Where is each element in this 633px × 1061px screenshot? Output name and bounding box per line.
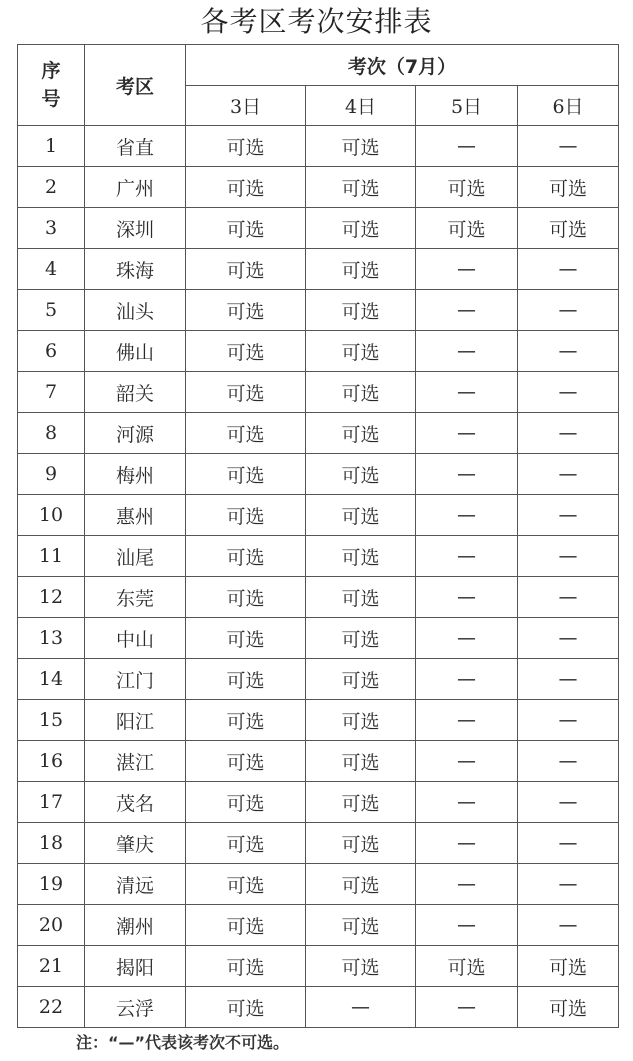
cell-day-6: — xyxy=(518,249,619,290)
table-row xyxy=(18,905,619,946)
cell-seq: 17 xyxy=(18,782,85,823)
cell-day-6: — xyxy=(518,454,619,495)
cell-day-4: 可选 xyxy=(306,823,416,864)
cell-day-6: — xyxy=(518,495,619,536)
cell-area: 惠州 xyxy=(85,495,186,536)
table-row xyxy=(18,167,619,208)
cell-day-6: — xyxy=(518,782,619,823)
cell-day-4: 可选 xyxy=(306,700,416,741)
cell-area: 东莞 xyxy=(85,577,186,618)
cell-day-4: 可选 xyxy=(306,413,416,454)
table-body xyxy=(18,126,619,1028)
cell-area: 揭阳 xyxy=(85,946,186,987)
cell-seq: 8 xyxy=(18,413,85,454)
cell-day-5: — xyxy=(416,372,518,413)
cell-day-6: — xyxy=(518,618,619,659)
cell-day-5: — xyxy=(416,864,518,905)
header-row-top xyxy=(18,45,619,86)
cell-area: 肇庆 xyxy=(85,823,186,864)
cell-day-4: 可选 xyxy=(306,167,416,208)
cell-day-4: 可选 xyxy=(306,454,416,495)
cell-area: 珠海 xyxy=(85,249,186,290)
table-row xyxy=(18,659,619,700)
cell-day-3: 可选 xyxy=(186,659,306,700)
cell-day-5: — xyxy=(416,249,518,290)
cell-seq: 7 xyxy=(18,372,85,413)
cell-day-3: 可选 xyxy=(186,454,306,495)
cell-seq: 6 xyxy=(18,331,85,372)
cell-day-5: — xyxy=(416,413,518,454)
table-row xyxy=(18,700,619,741)
cell-day-5: — xyxy=(416,454,518,495)
cell-day-3: 可选 xyxy=(186,208,306,249)
cell-day-3: 可选 xyxy=(186,331,306,372)
cell-day-4: 可选 xyxy=(306,864,416,905)
table-row xyxy=(18,577,619,618)
cell-day-4: 可选 xyxy=(306,905,416,946)
cell-day-5: — xyxy=(416,577,518,618)
cell-day-5: — xyxy=(416,700,518,741)
cell-area: 深圳 xyxy=(85,208,186,249)
cell-day-5: — xyxy=(416,536,518,577)
table-row xyxy=(18,495,619,536)
cell-area: 韶关 xyxy=(85,372,186,413)
cell-day-5: — xyxy=(416,290,518,331)
cell-day-3: 可选 xyxy=(186,495,306,536)
cell-day-6: — xyxy=(518,823,619,864)
table-row xyxy=(18,864,619,905)
table-row xyxy=(18,741,619,782)
table-row xyxy=(18,987,619,1028)
cell-seq: 22 xyxy=(18,987,85,1028)
cell-seq: 13 xyxy=(18,618,85,659)
cell-day-6: — xyxy=(518,372,619,413)
column-header-area: 考区 xyxy=(85,45,186,126)
cell-seq: 18 xyxy=(18,823,85,864)
cell-day-3: 可选 xyxy=(186,782,306,823)
cell-day-6: — xyxy=(518,864,619,905)
cell-day-4: 可选 xyxy=(306,782,416,823)
cell-day-4: 可选 xyxy=(306,126,416,167)
cell-day-3: 可选 xyxy=(186,577,306,618)
table-row xyxy=(18,536,619,577)
cell-day-5: — xyxy=(416,823,518,864)
cell-day-3: 可选 xyxy=(186,413,306,454)
page-title: 各考区考次安排表 xyxy=(200,5,433,38)
cell-area: 河源 xyxy=(85,413,186,454)
cell-day-5: — xyxy=(416,659,518,700)
cell-day-5: 可选 xyxy=(416,208,518,249)
table-row xyxy=(18,331,619,372)
table-row xyxy=(18,413,619,454)
cell-day-4: 可选 xyxy=(306,372,416,413)
cell-day-4: 可选 xyxy=(306,249,416,290)
cell-day-5: 可选 xyxy=(416,946,518,987)
column-header-day-4: 4日 xyxy=(306,86,416,126)
schedule-table xyxy=(17,44,619,1028)
cell-day-6: 可选 xyxy=(518,208,619,249)
cell-area: 茂名 xyxy=(85,782,186,823)
cell-area: 汕头 xyxy=(85,290,186,331)
cell-area: 梅州 xyxy=(85,454,186,495)
cell-day-5: — xyxy=(416,741,518,782)
cell-day-6: 可选 xyxy=(518,167,619,208)
cell-area: 佛山 xyxy=(85,331,186,372)
cell-day-5: — xyxy=(416,126,518,167)
cell-day-4: 可选 xyxy=(306,946,416,987)
cell-day-6: — xyxy=(518,126,619,167)
cell-day-4: 可选 xyxy=(306,208,416,249)
cell-seq: 4 xyxy=(18,249,85,290)
cell-day-6: — xyxy=(518,536,619,577)
cell-day-3: 可选 xyxy=(186,905,306,946)
cell-area: 省直 xyxy=(85,126,186,167)
cell-area: 江门 xyxy=(85,659,186,700)
cell-day-3: 可选 xyxy=(186,618,306,659)
cell-day-5: — xyxy=(416,618,518,659)
cell-day-3: 可选 xyxy=(186,126,306,167)
column-header-seq xyxy=(18,45,85,126)
cell-day-6: — xyxy=(518,331,619,372)
table-row xyxy=(18,454,619,495)
cell-area: 云浮 xyxy=(85,987,186,1028)
cell-seq: 9 xyxy=(18,454,85,495)
cell-day-3: 可选 xyxy=(186,290,306,331)
cell-area: 广州 xyxy=(85,167,186,208)
cell-day-3: 可选 xyxy=(186,249,306,290)
cell-seq: 1 xyxy=(18,126,85,167)
cell-seq: 5 xyxy=(18,290,85,331)
cell-day-6: 可选 xyxy=(518,987,619,1028)
cell-day-4: — xyxy=(306,987,416,1028)
cell-day-4: 可选 xyxy=(306,618,416,659)
cell-area: 清远 xyxy=(85,864,186,905)
seq-header-line2: 号 xyxy=(41,88,61,110)
column-header-day-5: 5日 xyxy=(416,86,518,126)
cell-seq: 10 xyxy=(18,495,85,536)
cell-seq: 2 xyxy=(18,167,85,208)
cell-day-6: — xyxy=(518,905,619,946)
cell-day-3: 可选 xyxy=(186,700,306,741)
column-header-session-group: 考次（7月） xyxy=(186,45,619,86)
table-row xyxy=(18,290,619,331)
table-row xyxy=(18,249,619,290)
cell-day-5: — xyxy=(416,905,518,946)
cell-day-3: 可选 xyxy=(186,946,306,987)
cell-day-6: — xyxy=(518,700,619,741)
cell-day-4: 可选 xyxy=(306,495,416,536)
cell-day-5: — xyxy=(416,987,518,1028)
cell-day-6: — xyxy=(518,741,619,782)
cell-day-5: 可选 xyxy=(416,167,518,208)
cell-area: 汕尾 xyxy=(85,536,186,577)
cell-day-6: 可选 xyxy=(518,946,619,987)
column-header-day-3: 3日 xyxy=(186,86,306,126)
table-row xyxy=(18,126,619,167)
cell-day-4: 可选 xyxy=(306,331,416,372)
cell-day-6: — xyxy=(518,659,619,700)
column-header-day-6: 6日 xyxy=(518,86,619,126)
cell-area: 中山 xyxy=(85,618,186,659)
cell-seq: 15 xyxy=(18,700,85,741)
footnote: 注：“—”代表该考次不可选。 xyxy=(76,1033,290,1052)
cell-area: 潮州 xyxy=(85,905,186,946)
cell-day-5: — xyxy=(416,495,518,536)
cell-area: 湛江 xyxy=(85,741,186,782)
cell-day-3: 可选 xyxy=(186,864,306,905)
cell-seq: 19 xyxy=(18,864,85,905)
cell-day-6: — xyxy=(518,413,619,454)
cell-day-3: 可选 xyxy=(186,372,306,413)
cell-seq: 21 xyxy=(18,946,85,987)
table-row xyxy=(18,946,619,987)
cell-day-4: 可选 xyxy=(306,741,416,782)
cell-seq: 14 xyxy=(18,659,85,700)
cell-day-6: — xyxy=(518,577,619,618)
cell-seq: 11 xyxy=(18,536,85,577)
table-row xyxy=(18,372,619,413)
seq-header-line1: 序 xyxy=(41,60,61,82)
cell-day-4: 可选 xyxy=(306,290,416,331)
cell-day-3: 可选 xyxy=(186,987,306,1028)
cell-day-3: 可选 xyxy=(186,167,306,208)
cell-seq: 3 xyxy=(18,208,85,249)
cell-day-3: 可选 xyxy=(186,741,306,782)
cell-seq: 20 xyxy=(18,905,85,946)
table-row xyxy=(18,823,619,864)
cell-area: 阳江 xyxy=(85,700,186,741)
cell-seq: 16 xyxy=(18,741,85,782)
cell-seq: 12 xyxy=(18,577,85,618)
cell-day-4: 可选 xyxy=(306,536,416,577)
table-row xyxy=(18,618,619,659)
cell-day-4: 可选 xyxy=(306,577,416,618)
cell-day-3: 可选 xyxy=(186,823,306,864)
cell-day-5: — xyxy=(416,331,518,372)
cell-day-3: 可选 xyxy=(186,536,306,577)
cell-day-6: — xyxy=(518,290,619,331)
table-row xyxy=(18,208,619,249)
cell-day-4: 可选 xyxy=(306,659,416,700)
table-row xyxy=(18,782,619,823)
cell-day-5: — xyxy=(416,782,518,823)
